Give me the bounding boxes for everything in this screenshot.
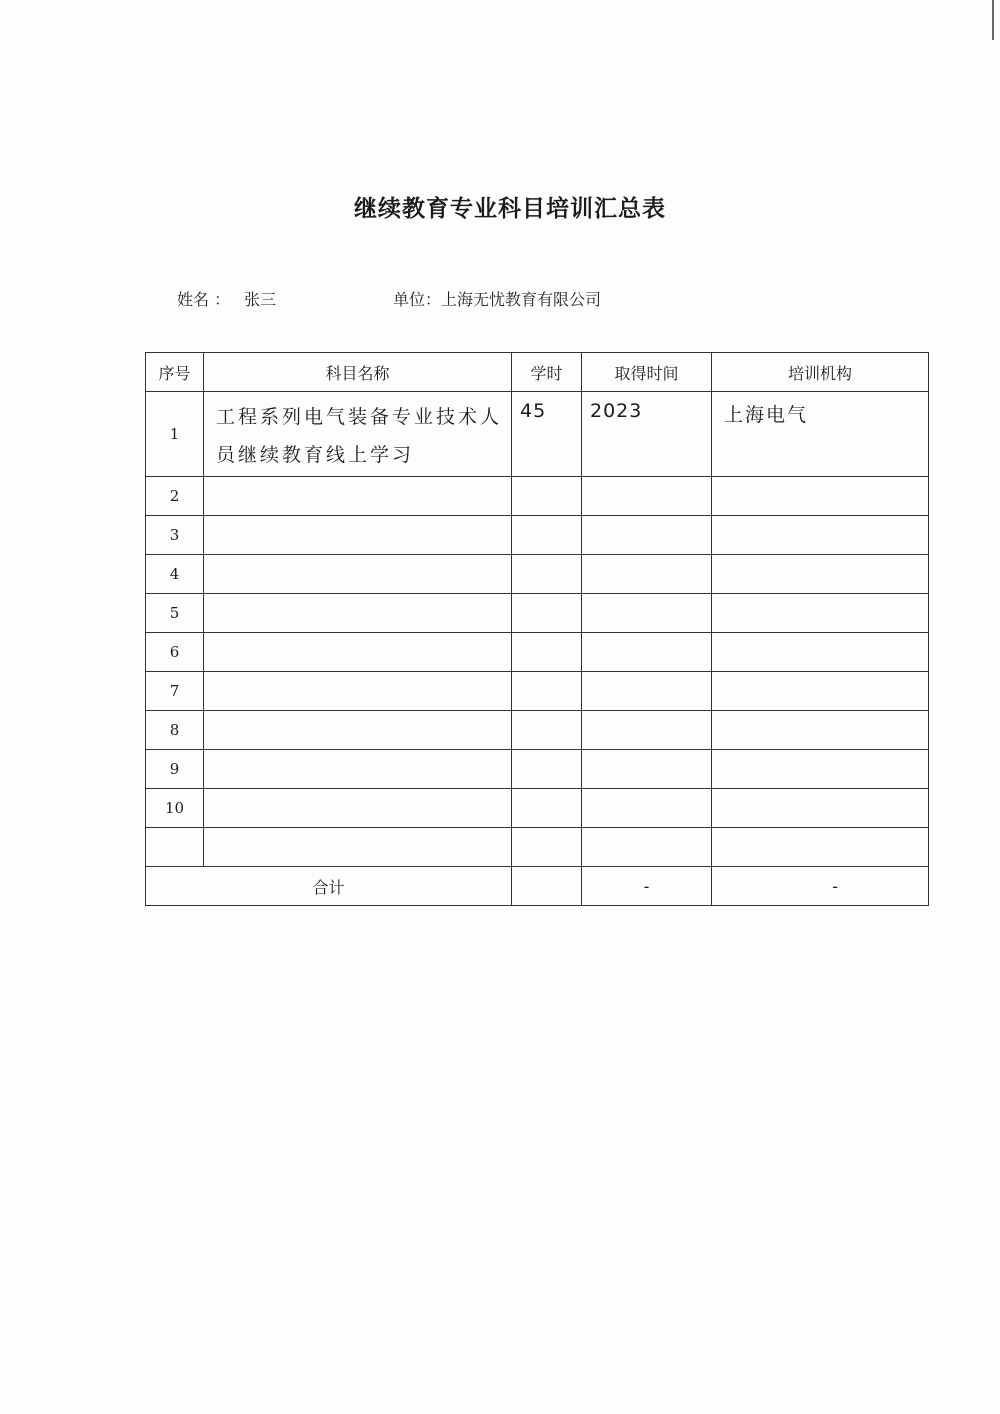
row-index: 4 [146, 555, 204, 594]
row-hours [512, 477, 582, 516]
name-value: 张三 [244, 290, 277, 309]
row-index: 3 [146, 516, 204, 555]
table-row [146, 750, 929, 789]
row-subject [204, 828, 512, 867]
row-subject [204, 594, 512, 633]
row-org [712, 789, 929, 828]
row-org: 上海电气 [712, 392, 929, 477]
row-time [582, 789, 712, 828]
table-row [146, 516, 929, 555]
row-time: 2023 [582, 392, 712, 477]
name-label: 姓名 ： [177, 290, 231, 309]
total-hours [512, 867, 582, 906]
row-subject: 工程系列电气装备专业技术人员继续教育线上学习 [204, 392, 512, 477]
page-edge-mark [992, 0, 994, 40]
header-hours: 学时 [512, 353, 582, 392]
row-subject [204, 477, 512, 516]
row-time [582, 828, 712, 867]
row-index: 9 [146, 750, 204, 789]
row-subject [204, 516, 512, 555]
row-subject [204, 555, 512, 594]
row-org [712, 633, 929, 672]
row-hours [512, 828, 582, 867]
row-time [582, 516, 712, 555]
table-row [146, 392, 929, 477]
row-time [582, 477, 712, 516]
row-hours [512, 672, 582, 711]
unit-value: 上海无忧教育有限公司 [441, 290, 602, 309]
row-hours [512, 711, 582, 750]
row-index: 7 [146, 672, 204, 711]
row-org [712, 516, 929, 555]
row-org [712, 672, 929, 711]
table-row [146, 633, 929, 672]
total-time: - [582, 867, 712, 906]
table-row [146, 477, 929, 516]
row-hours [512, 555, 582, 594]
table-row [146, 672, 929, 711]
row-hours: 45 [512, 392, 582, 477]
row-subject [204, 633, 512, 672]
header-subject: 科目名称 [204, 353, 512, 392]
row-index [146, 828, 204, 867]
header-time: 取得时间 [582, 353, 712, 392]
table-row [146, 789, 929, 828]
row-index: 6 [146, 633, 204, 672]
row-org [712, 711, 929, 750]
row-subject [204, 789, 512, 828]
total-label: 合计 [146, 867, 512, 906]
table-row [146, 828, 929, 867]
unit-label: 单位： [393, 290, 442, 309]
page-title: 继续教育专业科目培训汇总表 [354, 195, 666, 222]
row-index: 8 [146, 711, 204, 750]
row-org [712, 555, 929, 594]
header-index: 序号 [146, 353, 204, 392]
row-subject [204, 672, 512, 711]
table-row [146, 555, 929, 594]
total-org: - [712, 867, 929, 906]
row-hours [512, 633, 582, 672]
row-org [712, 750, 929, 789]
row-org [712, 594, 929, 633]
row-subject [204, 711, 512, 750]
table-row [146, 711, 929, 750]
row-hours [512, 594, 582, 633]
row-index: 10 [146, 789, 204, 828]
row-org [712, 828, 929, 867]
row-time [582, 555, 712, 594]
row-time [582, 750, 712, 789]
row-subject [204, 750, 512, 789]
table-header-row [146, 353, 929, 392]
unit-info [393, 287, 601, 310]
row-time [582, 672, 712, 711]
row-org [712, 477, 929, 516]
training-summary-table [145, 352, 929, 906]
row-time [582, 633, 712, 672]
row-hours [512, 516, 582, 555]
row-time [582, 711, 712, 750]
row-time [582, 594, 712, 633]
total-row [146, 867, 929, 906]
row-index: 2 [146, 477, 204, 516]
header-org: 培训机构 [712, 353, 929, 392]
row-hours [512, 750, 582, 789]
row-hours [512, 789, 582, 828]
table-row [146, 594, 929, 633]
name-info [177, 287, 276, 310]
row-index: 5 [146, 594, 204, 633]
row-index: 1 [146, 392, 204, 477]
